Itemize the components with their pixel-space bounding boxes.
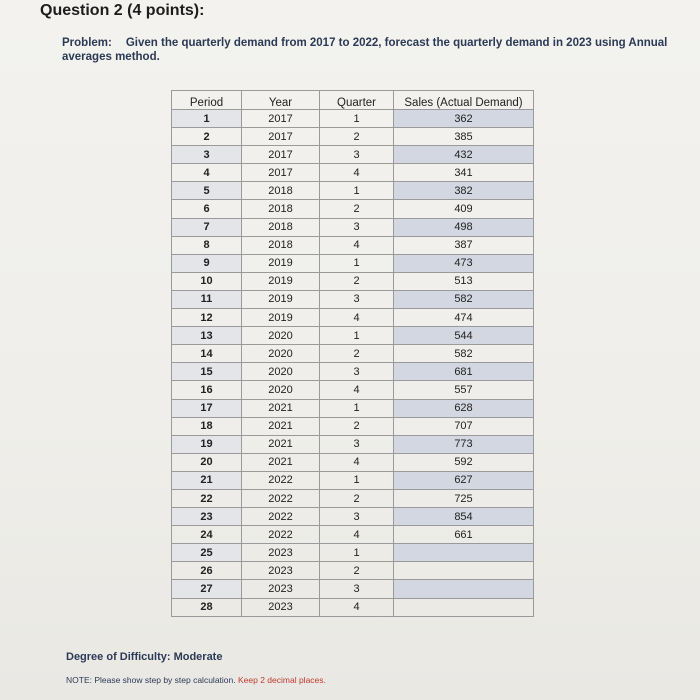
cell-quarter: 4: [320, 236, 394, 254]
table-row: [172, 309, 534, 327]
table-row: [172, 236, 534, 254]
cell-period: 20: [172, 453, 242, 471]
cell-period: 18: [172, 417, 242, 435]
cell-period: 15: [172, 363, 242, 381]
cell-sales: 409: [394, 200, 534, 218]
problem-text: Given the quarterly demand from 2017 to 2022, forecast the quarterly demand in 2023 using Annual averages method.: [62, 37, 668, 63]
header-sales: Sales (Actual Demand): [394, 91, 534, 110]
table-row: [172, 471, 534, 489]
cell-year: 2022: [242, 489, 320, 507]
cell-quarter: 2: [320, 345, 394, 363]
cell-period: 12: [172, 309, 242, 327]
cell-quarter: 1: [320, 399, 394, 417]
table-row: [172, 110, 534, 128]
cell-year: 2017: [242, 110, 320, 128]
cell-quarter: 4: [320, 381, 394, 399]
table-row: [172, 580, 534, 598]
cell-quarter: 1: [320, 110, 394, 128]
cell-sales: 681: [394, 363, 534, 381]
table-header-row: [172, 91, 534, 110]
table-row: [172, 399, 534, 417]
table-row: [172, 182, 534, 200]
cell-sales: 544: [394, 327, 534, 345]
cell-year: 2019: [242, 272, 320, 290]
table-row: [172, 508, 534, 526]
cell-quarter: 2: [320, 417, 394, 435]
cell-sales: 498: [394, 218, 534, 236]
cell-sales: 557: [394, 381, 534, 399]
cell-sales: [394, 562, 534, 580]
cell-period: 3: [172, 146, 242, 164]
cell-year: 2019: [242, 290, 320, 308]
table-row: [172, 218, 534, 236]
cell-year: 2020: [242, 381, 320, 399]
cell-sales: [394, 544, 534, 562]
cell-sales: 773: [394, 435, 534, 453]
cell-quarter: 2: [320, 489, 394, 507]
header-year: Year: [242, 91, 320, 110]
demand-table: [171, 90, 534, 617]
cell-sales: 385: [394, 128, 534, 146]
table-row: [172, 417, 534, 435]
cell-year: 2023: [242, 598, 320, 616]
cell-quarter: 3: [320, 580, 394, 598]
cell-period: 17: [172, 399, 242, 417]
cell-quarter: 4: [320, 598, 394, 616]
cell-year: 2018: [242, 218, 320, 236]
cell-sales: 592: [394, 453, 534, 471]
cell-year: 2018: [242, 200, 320, 218]
cell-quarter: 1: [320, 544, 394, 562]
cell-sales: 474: [394, 309, 534, 327]
cell-year: 2018: [242, 236, 320, 254]
table-row: [172, 164, 534, 182]
table-row: [172, 435, 534, 453]
cell-quarter: 3: [320, 363, 394, 381]
cell-year: 2021: [242, 453, 320, 471]
table-row: [172, 562, 534, 580]
cell-sales: 341: [394, 164, 534, 182]
table-row: [172, 146, 534, 164]
cell-year: 2023: [242, 544, 320, 562]
cell-year: 2023: [242, 580, 320, 598]
cell-quarter: 2: [320, 272, 394, 290]
cell-quarter: 4: [320, 309, 394, 327]
table-row: [172, 200, 534, 218]
header-quarter: Quarter: [320, 91, 394, 110]
cell-period: 25: [172, 544, 242, 562]
table-row: [172, 254, 534, 272]
cell-quarter: 1: [320, 254, 394, 272]
note-emphasis: Keep 2 decimal places.: [238, 675, 326, 685]
cell-quarter: 1: [320, 182, 394, 200]
cell-quarter: 4: [320, 164, 394, 182]
cell-year: 2020: [242, 363, 320, 381]
cell-year: 2019: [242, 254, 320, 272]
cell-period: 14: [172, 345, 242, 363]
cell-quarter: 3: [320, 218, 394, 236]
table-row: [172, 489, 534, 507]
cell-quarter: 2: [320, 200, 394, 218]
cell-sales: 387: [394, 236, 534, 254]
cell-quarter: 3: [320, 146, 394, 164]
table-row: [172, 598, 534, 616]
cell-year: 2017: [242, 146, 320, 164]
cell-sales: 582: [394, 345, 534, 363]
cell-period: 19: [172, 435, 242, 453]
cell-sales: 707: [394, 417, 534, 435]
cell-sales: [394, 580, 534, 598]
cell-year: 2020: [242, 345, 320, 363]
table-row: [172, 544, 534, 562]
problem-label: Problem:: [62, 37, 112, 49]
cell-quarter: 2: [320, 128, 394, 146]
cell-sales: 661: [394, 526, 534, 544]
cell-sales: 854: [394, 508, 534, 526]
cell-quarter: 4: [320, 526, 394, 544]
cell-period: 6: [172, 200, 242, 218]
table-row: [172, 526, 534, 544]
note: [66, 675, 326, 685]
problem-statement: [62, 36, 672, 64]
cell-sales: 628: [394, 399, 534, 417]
cell-period: 13: [172, 327, 242, 345]
cell-quarter: 2: [320, 562, 394, 580]
cell-period: 16: [172, 381, 242, 399]
question-title: Question 2 (4 points):: [40, 2, 205, 19]
cell-period: 1: [172, 110, 242, 128]
cell-period: 23: [172, 508, 242, 526]
cell-period: 8: [172, 236, 242, 254]
cell-year: 2019: [242, 309, 320, 327]
cell-sales: 382: [394, 182, 534, 200]
cell-year: 2017: [242, 164, 320, 182]
cell-year: 2023: [242, 562, 320, 580]
header-period: Period: [172, 91, 242, 110]
cell-sales: 582: [394, 290, 534, 308]
cell-year: 2022: [242, 508, 320, 526]
cell-year: 2021: [242, 417, 320, 435]
table-row: [172, 290, 534, 308]
cell-quarter: 3: [320, 435, 394, 453]
cell-period: 21: [172, 471, 242, 489]
note-text: NOTE: Please show step by step calculation.: [66, 675, 236, 685]
cell-period: 5: [172, 182, 242, 200]
cell-sales: 362: [394, 110, 534, 128]
cell-sales: 473: [394, 254, 534, 272]
table-row: [172, 327, 534, 345]
cell-period: 22: [172, 489, 242, 507]
cell-year: 2022: [242, 526, 320, 544]
cell-period: 9: [172, 254, 242, 272]
cell-year: 2017: [242, 128, 320, 146]
cell-period: 2: [172, 128, 242, 146]
cell-year: 2022: [242, 471, 320, 489]
cell-period: 7: [172, 218, 242, 236]
table-row: [172, 128, 534, 146]
difficulty-label: Degree of Difficulty: Moderate: [66, 651, 223, 663]
table-body: [172, 110, 534, 617]
cell-quarter: 4: [320, 453, 394, 471]
table-row: [172, 345, 534, 363]
cell-quarter: 1: [320, 471, 394, 489]
cell-quarter: 1: [320, 327, 394, 345]
cell-period: 28: [172, 598, 242, 616]
cell-sales: 432: [394, 146, 534, 164]
table-row: [172, 272, 534, 290]
cell-sales: 627: [394, 471, 534, 489]
cell-quarter: 3: [320, 290, 394, 308]
cell-sales: [394, 598, 534, 616]
cell-period: 11: [172, 290, 242, 308]
table-row: [172, 363, 534, 381]
table-row: [172, 381, 534, 399]
cell-period: 24: [172, 526, 242, 544]
cell-quarter: 3: [320, 508, 394, 526]
cell-sales: 513: [394, 272, 534, 290]
cell-period: 4: [172, 164, 242, 182]
cell-period: 10: [172, 272, 242, 290]
cell-period: 27: [172, 580, 242, 598]
cell-year: 2018: [242, 182, 320, 200]
cell-period: 26: [172, 562, 242, 580]
cell-year: 2020: [242, 327, 320, 345]
cell-year: 2021: [242, 399, 320, 417]
cell-sales: 725: [394, 489, 534, 507]
cell-year: 2021: [242, 435, 320, 453]
table-row: [172, 453, 534, 471]
